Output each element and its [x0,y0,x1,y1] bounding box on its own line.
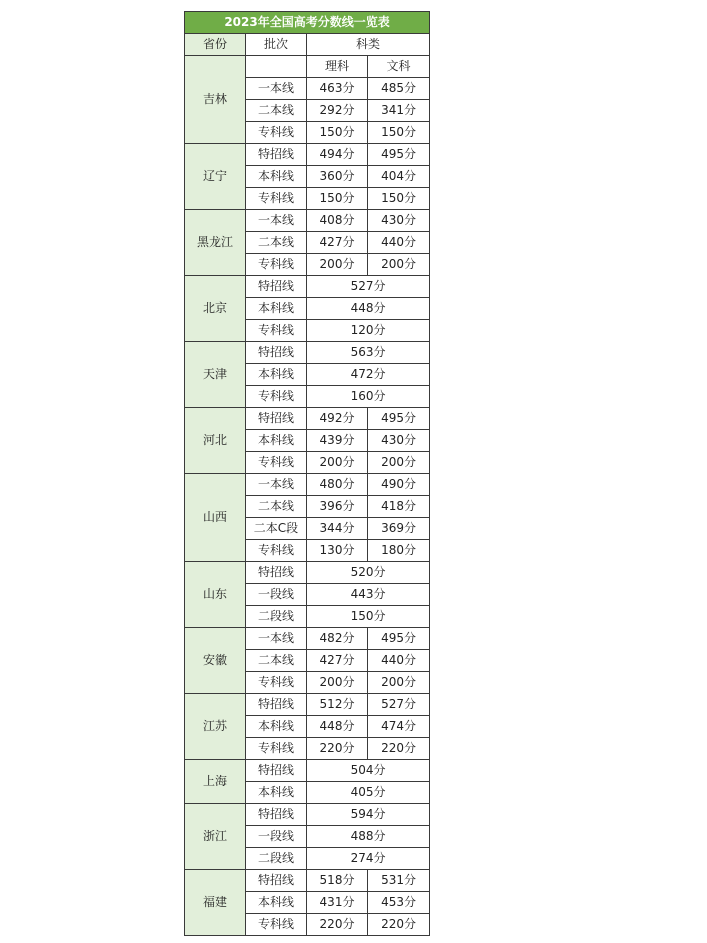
arts-score-cell: 495分 [368,144,430,166]
batch-cell: 专科线 [246,320,307,342]
header-category: 科类 [307,34,430,56]
score-table [184,11,430,936]
arts-score-cell: 150分 [368,122,430,144]
province-cell: 上海 [185,760,246,804]
batch-cell: 二本线 [246,232,307,254]
batch-cell: 二本线 [246,100,307,122]
header-arts: 文科 [368,56,430,78]
combined-score-cell: 443分 [307,584,430,606]
science-score-cell: 200分 [307,452,368,474]
science-score-cell: 492分 [307,408,368,430]
arts-score-cell: 341分 [368,100,430,122]
combined-score-cell: 594分 [307,804,430,826]
table-row [185,870,430,892]
science-score-cell: 439分 [307,430,368,452]
province-cell: 辽宁 [185,144,246,210]
combined-score-cell: 504分 [307,760,430,782]
science-score-cell: 448分 [307,716,368,738]
table-row [185,342,430,364]
table-row [185,408,430,430]
batch-cell: 本科线 [246,716,307,738]
combined-score-cell: 472分 [307,364,430,386]
batch-cell: 特招线 [246,342,307,364]
table-row [185,144,430,166]
combined-score-cell: 448分 [307,298,430,320]
science-score-cell: 150分 [307,188,368,210]
combined-score-cell: 563分 [307,342,430,364]
header-province: 省份 [185,34,246,56]
combined-score-cell: 488分 [307,826,430,848]
batch-cell: 特招线 [246,760,307,782]
header-row [185,34,430,56]
batch-cell: 二段线 [246,848,307,870]
batch-cell: 本科线 [246,364,307,386]
batch-cell: 本科线 [246,166,307,188]
arts-score-cell: 495分 [368,408,430,430]
science-score-cell: 427分 [307,650,368,672]
batch-cell: 专科线 [246,188,307,210]
table-row [185,628,430,650]
table-row [185,276,430,298]
science-score-cell: 480分 [307,474,368,496]
table-row [185,694,430,716]
arts-score-cell: 495分 [368,628,430,650]
arts-score-cell: 527分 [368,694,430,716]
science-score-cell: 200分 [307,672,368,694]
combined-score-cell: 274分 [307,848,430,870]
arts-score-cell: 200分 [368,672,430,694]
province-cell: 江苏 [185,694,246,760]
batch-cell: 一本线 [246,628,307,650]
table-row [185,210,430,232]
table-title: 2023年全国高考分数线一览表 [185,12,430,34]
subheader-blank [246,56,307,78]
batch-cell: 专科线 [246,386,307,408]
batch-cell: 特招线 [246,276,307,298]
province-cell: 黑龙江 [185,210,246,276]
arts-score-cell: 531分 [368,870,430,892]
science-score-cell: 396分 [307,496,368,518]
province-cell: 山西 [185,474,246,562]
arts-score-cell: 490分 [368,474,430,496]
batch-cell: 专科线 [246,540,307,562]
batch-cell: 一段线 [246,584,307,606]
batch-cell: 二段线 [246,606,307,628]
science-score-cell: 427分 [307,232,368,254]
arts-score-cell: 430分 [368,210,430,232]
arts-score-cell: 200分 [368,254,430,276]
combined-score-cell: 520分 [307,562,430,584]
science-score-cell: 408分 [307,210,368,232]
science-score-cell: 220分 [307,738,368,760]
science-score-cell: 220分 [307,914,368,936]
batch-cell: 特招线 [246,804,307,826]
batch-cell: 特招线 [246,408,307,430]
batch-cell: 一段线 [246,826,307,848]
combined-score-cell: 527分 [307,276,430,298]
batch-cell: 一本线 [246,474,307,496]
province-cell: 北京 [185,276,246,342]
batch-cell: 本科线 [246,892,307,914]
batch-cell: 专科线 [246,254,307,276]
batch-cell: 专科线 [246,122,307,144]
table-row [185,562,430,584]
arts-score-cell: 440分 [368,650,430,672]
table-row [185,804,430,826]
arts-score-cell: 369分 [368,518,430,540]
arts-score-cell: 418分 [368,496,430,518]
science-score-cell: 512分 [307,694,368,716]
table-body [185,56,430,936]
province-cell: 浙江 [185,804,246,870]
science-score-cell: 482分 [307,628,368,650]
title-row [185,12,430,34]
science-score-cell: 200分 [307,254,368,276]
batch-cell: 专科线 [246,914,307,936]
batch-cell: 二本线 [246,496,307,518]
combined-score-cell: 405分 [307,782,430,804]
province-cell: 山东 [185,562,246,628]
science-score-cell: 130分 [307,540,368,562]
combined-score-cell: 120分 [307,320,430,342]
header-science: 理科 [307,56,368,78]
science-score-cell: 463分 [307,78,368,100]
science-score-cell: 292分 [307,100,368,122]
arts-score-cell: 220分 [368,738,430,760]
batch-cell: 本科线 [246,782,307,804]
table-row [185,760,430,782]
batch-cell: 特招线 [246,694,307,716]
arts-score-cell: 453分 [368,892,430,914]
arts-score-cell: 440分 [368,232,430,254]
combined-score-cell: 160分 [307,386,430,408]
batch-cell: 一本线 [246,210,307,232]
arts-score-cell: 430分 [368,430,430,452]
batch-cell: 二本C段 [246,518,307,540]
header-batch: 批次 [246,34,307,56]
arts-score-cell: 180分 [368,540,430,562]
batch-cell: 本科线 [246,430,307,452]
province-cell: 安徽 [185,628,246,694]
arts-score-cell: 485分 [368,78,430,100]
batch-cell: 一本线 [246,78,307,100]
batch-cell: 二本线 [246,650,307,672]
science-score-cell: 431分 [307,892,368,914]
batch-cell: 专科线 [246,738,307,760]
province-cell: 吉林 [185,56,246,144]
batch-cell: 特招线 [246,562,307,584]
province-cell: 天津 [185,342,246,408]
science-score-cell: 150分 [307,122,368,144]
province-cell: 河北 [185,408,246,474]
arts-score-cell: 220分 [368,914,430,936]
province-cell: 福建 [185,870,246,936]
batch-cell: 专科线 [246,452,307,474]
science-score-cell: 360分 [307,166,368,188]
batch-cell: 专科线 [246,672,307,694]
batch-cell: 特招线 [246,870,307,892]
science-score-cell: 518分 [307,870,368,892]
combined-score-cell: 150分 [307,606,430,628]
arts-score-cell: 474分 [368,716,430,738]
batch-cell: 本科线 [246,298,307,320]
table-row [185,474,430,496]
arts-score-cell: 150分 [368,188,430,210]
science-score-cell: 494分 [307,144,368,166]
batch-cell: 特招线 [246,144,307,166]
arts-score-cell: 404分 [368,166,430,188]
subheader-row [185,56,430,78]
science-score-cell: 344分 [307,518,368,540]
arts-score-cell: 200分 [368,452,430,474]
